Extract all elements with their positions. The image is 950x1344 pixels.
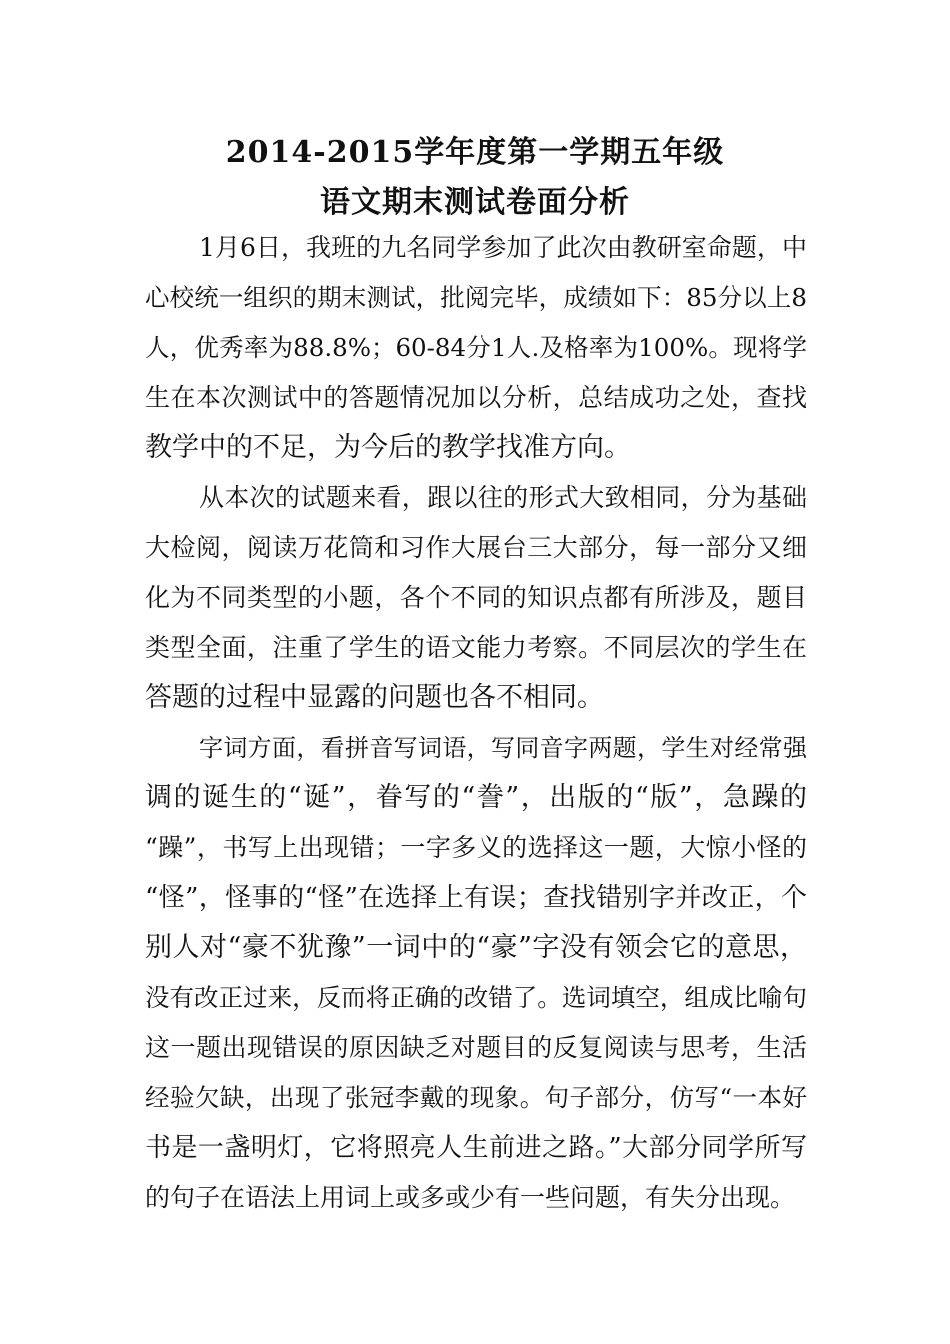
paragraph-2-line-1: 从本次的试题来看，跟以往的形式大致相同，分为基础 [199,483,807,512]
paragraph-1-line-3: 人，优秀率为88.8%；60-84分1人.及格率为100%。现将学 [145,333,807,362]
paragraph-3-line-6: 没有改正过来，反而将正确的改错了。选词填空，组成比喻句 [145,983,807,1012]
paragraph-1-line-4: 生在本次测试中的答题情况加以分析，总结成功之处，查找 [145,383,807,412]
paragraph-3-line-10: 的句子在语法上用词上或多或少有一些问题，有失分出现。 [145,1183,796,1212]
paragraph-1-line-1: 1月6日，我班的九名同学参加了此次由教研室命题，中 [199,233,807,262]
paragraph-3-line-9: 书是一盏明灯，它将照亮人生前进之路。”大部分同学所写 [145,1133,807,1163]
paragraph-2-line-2: 大检阅，阅读万花筒和习作大展台三大部分，每一部分又细 [145,533,807,562]
paragraph-3-line-2: 调的诞生的“诞”，眷写的“誊”，出版的“版”，急躁的 [145,782,807,813]
paragraph-1-line-2: 心校统一组织的期末测试，批阅完毕，成绩如下：85分以上8 [145,283,807,312]
paragraph-3-line-7: 这一题出现错误的原因缺乏对题目的反复阅读与思考，生活 [145,1033,807,1062]
paragraph-1-line-5: 教学中的不足，为今后的教学找准方向。 [145,432,631,463]
paragraph-3-line-3: “躁”，书写上出现错；一字多义的选择这一题，大惊小怪的 [145,833,807,862]
paragraph-2-line-5: 答题的过程中显露的问题也各不相同。 [145,682,604,713]
paragraph-2-line-4: 类型全面，注重了学生的语文能力考察。不同层次的学生在 [145,633,807,662]
paragraph-2-line-3: 化为不同类型的小题，各个不同的知识点都有所涉及，题目 [145,583,807,612]
paragraph-3-line-4: “怪”，怪事的“怪”在选择上有误；查找错别字并改正，个 [145,883,807,913]
title-line-2: 语文期末测试卷面分析 [320,185,630,220]
paragraph-3-line-8: 经验欠缺，出现了张冠李戴的现象。句子部分，仿写“一本好 [145,1083,807,1112]
title-line-1: 2014-2015学年度第一学期五年级 [225,135,725,170]
paragraph-3-line-1: 字词方面，看拼音写词语，写同音字两题，学生对经常强 [199,734,807,762]
paragraph-3-line-5: 别人对“豪不犹豫”一词中的“豪”字没有领会它的意思， [145,932,807,963]
